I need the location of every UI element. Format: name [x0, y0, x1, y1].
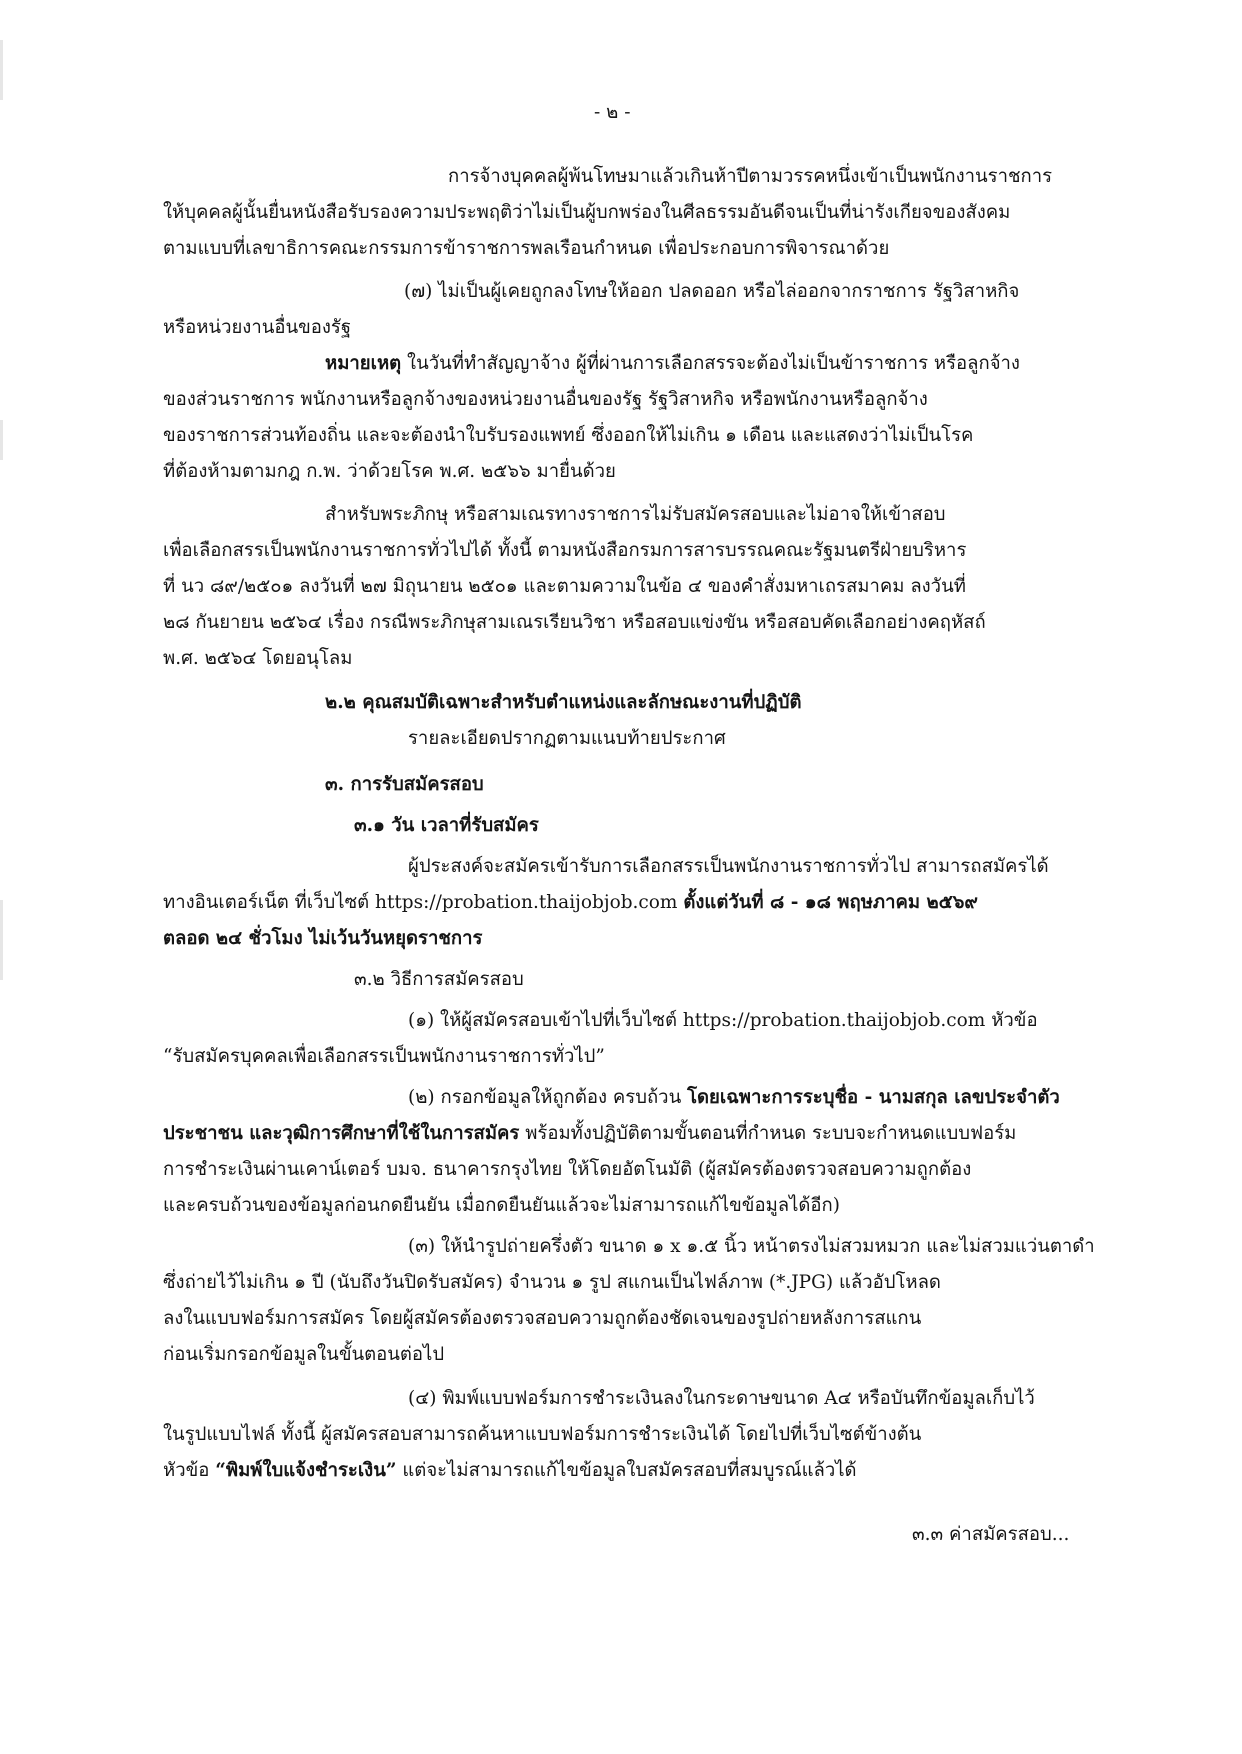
note-label: หมายเหตุ — [325, 353, 402, 374]
text-line: “รับสมัครบุคคลเพื่อเลือกสรรเป็นพนักงานราชการทั่วไป” — [163, 1046, 605, 1067]
text-line: ตามแบบที่เลขาธิการคณะกรรมการข้าราชการพลเรือนกำหนด เพื่อประกอบการพิจารณาด้วย — [163, 238, 890, 259]
section-heading: ๒.๒ คุณสมบัติเฉพาะสำหรับตำแหน่งและลักษณะงานที่ปฏิบัติ — [325, 692, 802, 713]
text-line: ที่ นว ๘๙/๒๕๐๑ ลงวันที่ ๒๗ มิถุนายน ๒๕๐๑ และตามความในข้อ ๔ ของคำสั่งมหาเถรสมาคม ลงวันที่ — [163, 576, 966, 597]
text-line: รายละเอียดปรากฏตามแนบท้ายประกาศ — [408, 728, 726, 749]
emphasis-text: ประชาชน และวุฒิการศึกษาที่ใช้ในการสมัคร — [163, 1123, 520, 1144]
text-line: การชำระเงินผ่านเคาน์เตอร์ บมจ. ธนาคารกรุงไทย ให้โดยอัตโนมัติ (ผู้สมัครต้องตรวจสอบความถูกต้อง — [163, 1159, 972, 1180]
text-line: (๑) ให้ผู้สมัครสอบเข้าไปที่เว็บไซต์ https://probation.thaijobjob.com หัวข้อ — [408, 1010, 1038, 1031]
text-span: ทางอินเตอร์เน็ต ที่เว็บไซต์ https://probation.thaijobjob.com — [163, 892, 684, 913]
scan-edge-mark — [0, 900, 3, 980]
text-line: หรือหน่วยงานอื่นของรัฐ — [163, 317, 352, 338]
scan-edge-mark — [0, 420, 3, 460]
text-line: (๓) ให้นำรูปถ่ายครึ่งตัว ขนาด ๑ x ๑.๕ นิ้ว หน้าตรงไม่สวมหมวก และไม่สวมแว่นตาดำ — [408, 1236, 1095, 1257]
text-span: (๒) กรอกข้อมูลให้ถูกต้อง ครบถ้วน — [408, 1087, 688, 1108]
text-line: ลงในแบบฟอร์มการสมัคร โดยผู้สมัครต้องตรวจสอบความถูกต้องชัดเจนของรูปถ่ายหลังการสแกน — [163, 1308, 922, 1329]
text-line — [163, 1119, 1016, 1149]
text-line: การจ้างบุคคลผู้พ้นโทษมาแล้วเกินห้าปีตามวรรคหนึ่งเข้าเป็นพนักงานราชการ — [448, 166, 1053, 187]
text-line: เพื่อเลือกสรรเป็นพนักงานราชการทั่วไปได้ ทั้งนี้ ตามหนังสือกรมการสารบรรณคณะรัฐมนตรีฝ่ายบริหาร — [163, 540, 967, 561]
text-line: ในรูปแบบไฟล์ ทั้งนี้ ผู้สมัครสอบสามารถค้นหาแบบฟอร์มการชำระเงินได้ โดยไปที่เว็บไซต์ข้างต้น — [163, 1424, 922, 1445]
text-line: ของส่วนราชการ พนักงานหรือลูกจ้างของหน่วยงานอื่นของรัฐ รัฐวิสาหกิจ หรือพนักงานหรือลูกจ้าง — [163, 389, 928, 410]
application-period: ตั้งแต่วันที่ ๘ - ๑๘ พฤษภาคม ๒๕๖๙ — [683, 892, 978, 913]
section-heading: ๓. การรับสมัครสอบ — [325, 774, 484, 795]
emphasis-text: “พิมพ์ใบแจ้งชำระเงิน” — [215, 1460, 397, 1481]
text-line: ก่อนเริ่มกรอกข้อมูลในขั้นตอนต่อไป — [163, 1344, 445, 1365]
note-text: ในวันที่ทำสัญญาจ้าง ผู้ที่ผ่านการเลือกสรรจะต้องไม่เป็นข้าราชการ หรือลูกจ้าง — [401, 353, 1020, 374]
text-line — [163, 888, 978, 918]
text-line: ให้บุคคลผู้นั้นยื่นหนังสือรับรองความประพฤติว่าไม่เป็นผู้บกพร่องในศีลธรรมอันดีจนเป็นที่น่ารังเกียจของสังคม — [163, 202, 1011, 223]
text-line: ซึ่งถ่ายไว้ไม่เกิน ๑ ปี (นับถึงวันปิดรับสมัคร) จำนวน ๑ รูป สแกนเป็นไฟล์ภาพ (*.JPG) แล้วอัปโหลด — [163, 1272, 941, 1293]
text-line: พ.ศ. ๒๕๖๔ โดยอนุโลม — [163, 648, 353, 669]
page-number: - ๒ - — [594, 102, 631, 123]
section-heading: ๓.๒ วิธีการสมัครสอบ — [354, 969, 524, 990]
section-heading: ๓.๑ วัน เวลาที่รับสมัคร — [354, 815, 539, 836]
text-span: พร้อมทั้งปฏิบัติตามขั้นตอนที่กำหนด ระบบจะกำหนดแบบฟอร์ม — [519, 1123, 1017, 1144]
text-line: และครบถ้วนของข้อมูลก่อนกดยืนยัน เมื่อกดยืนยันแล้วจะไม่สามารถแก้ไขข้อมูลได้อีก) — [163, 1195, 840, 1216]
text-line: สำหรับพระภิกษุ หรือสามเณรทางราชการไม่รับสมัครสอบและไม่อาจให้เข้าสอบ — [325, 504, 946, 525]
text-line: ผู้ประสงค์จะสมัครเข้ารับการเลือกสรรเป็นพนักงานราชการทั่วไป สามารถสมัครได้ — [408, 856, 1049, 877]
text-line — [408, 1083, 1060, 1113]
text-line: ที่ต้องห้ามตามกฎ ก.พ. ว่าด้วยโรค พ.ศ. ๒๕๖๖ มายื่นด้วย — [163, 461, 616, 482]
text-line: (๔) พิมพ์แบบฟอร์มการชำระเงินลงในกระดาษขนาด A๔ หรือบันทึกข้อมูลเก็บไว้ — [408, 1388, 1035, 1409]
scan-edge-mark — [0, 40, 3, 100]
emphasis-text: โดยเฉพาะการระบุชื่อ - นามสกุล เลขประจำตัว — [687, 1087, 1060, 1108]
text-line: (๗) ไม่เป็นผู้เคยถูกลงโทษให้ออก ปลดออก หรือไล่ออกจากราชการ รัฐวิสาหกิจ — [404, 281, 1020, 302]
text-span: หัวข้อ — [163, 1460, 216, 1481]
note-line — [325, 349, 1020, 379]
text-span: แต่จะไม่สามารถแก้ไขข้อมูลใบสมัครสอบที่สมบูรณ์แล้วได้ — [396, 1460, 857, 1481]
continuation-text: ๓.๓ ค่าสมัครสอบ... — [912, 1524, 1070, 1545]
text-line: ตลอด ๒๔ ชั่วโมง ไม่เว้นวันหยุดราชการ — [163, 928, 483, 949]
text-line — [163, 1456, 857, 1486]
text-line: ของราชการส่วนท้องถิ่น และจะต้องนำใบรับรองแพทย์ ซึ่งออกให้ไม่เกิน ๑ เดือน และแสดงว่าไม่เป็นโรค — [163, 425, 974, 446]
text-line: ๒๘ กันยายน ๒๕๖๔ เรื่อง กรณีพระภิกษุสามเณรเรียนวิชา หรือสอบแข่งขัน หรือสอบคัดเลือกอย่างคฤหัสถ์ — [163, 612, 986, 633]
